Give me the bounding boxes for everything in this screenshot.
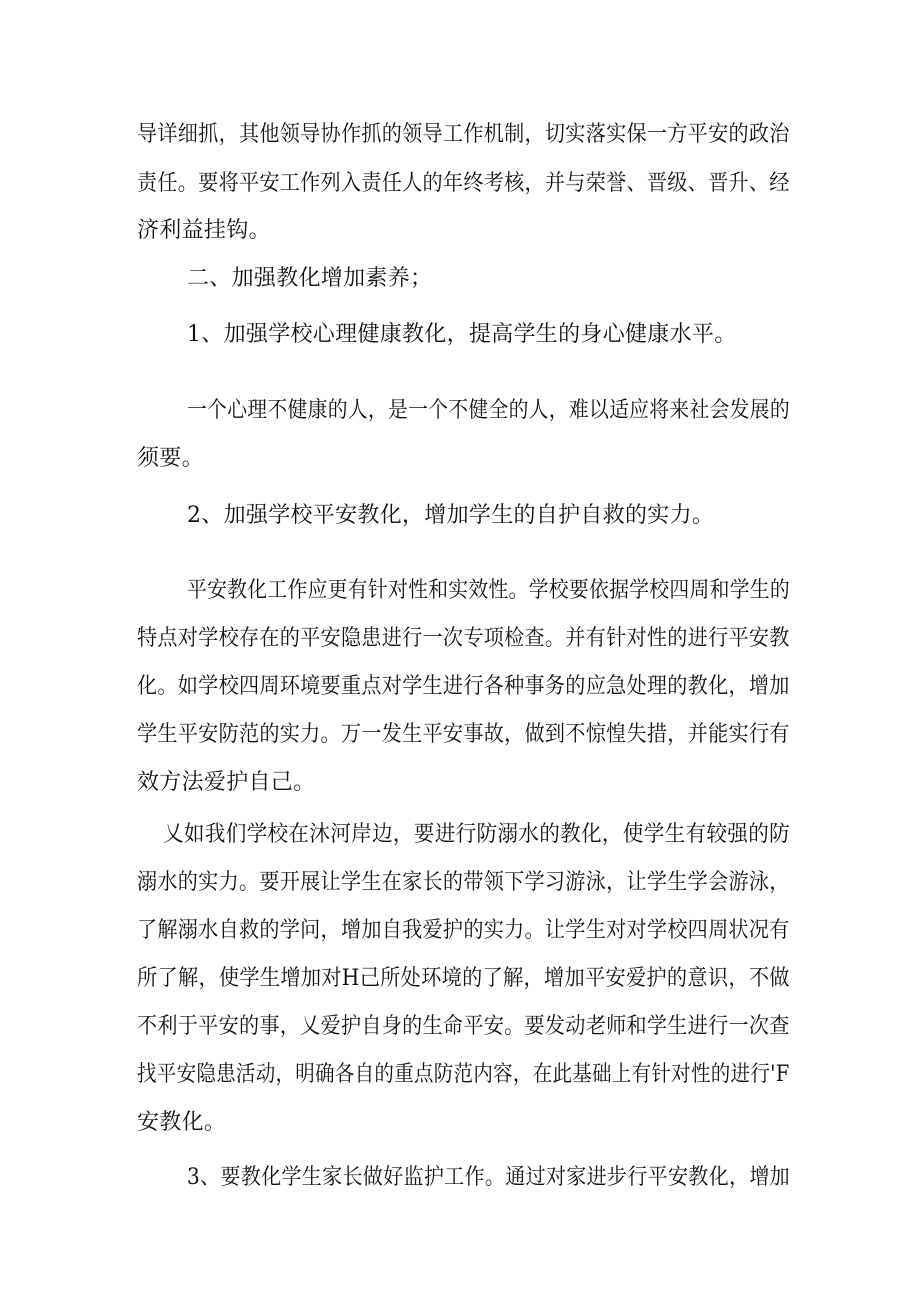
text-line: 安教化。 <box>137 1110 227 1135</box>
text-line: 乂如我们学校在沐河岸边，要进行防溺水的教化，使学生有较强的防 <box>163 822 791 847</box>
text-line: 济利益挂钩。 <box>137 218 271 243</box>
text-line: 效方法爱护自己。 <box>137 770 316 795</box>
text-line: 找平安隐患活动，明确各自的重点防范内容，在此基础上有针对性的进行'F <box>137 1062 790 1087</box>
text-line: 学生平安防范的实力。万一发生平安事故，做到不惊惶失措，并能实行有 <box>137 722 790 747</box>
text-line: 2、加强学校平安教化，增加学生的自护自救的实力。 <box>187 503 715 528</box>
text-line: 1、加强学校心理健康教化，提高学生的身心健康水平。 <box>187 322 737 347</box>
text-line: 导详细抓，其他领导协作抓的领导工作机制，切实落实保一方平安的政治 <box>137 122 790 147</box>
text-line: 化。如学校四周环境要重点对学生进行各种事务的应急处理的教化，增加 <box>137 674 790 699</box>
text-line: 了解溺水自救的学问，增加自我爱护的实力。让学生对对学校四周状况有 <box>137 918 790 943</box>
text-line: 一个心理不健康的人，是一个不健全的人，难以适应将来社会发展的 <box>187 398 790 423</box>
text-line: 责任。要将平安工作列入责任人的年终考核，并与荣誉、晋级、晋升、经 <box>137 171 790 196</box>
text-line: 3、要教化学生家长做好监护工作。通过对家进步行平安教化，增加 <box>187 1165 791 1190</box>
text-line: 溺水的实力。要开展让学生在家长的带领下学习游泳，让学生学会游泳， <box>137 870 790 895</box>
text-line: 须要。 <box>137 446 204 471</box>
text-line: 二、加强教化增加素养； <box>187 266 433 291</box>
text-line: 所了解，使学生增加对H己所处环境的了解，增加平安爱护的意识，不做 <box>137 966 790 991</box>
text-line: 平安教化工作应更有针对性和实效性。学校要依据学校四周和学生的 <box>187 578 790 603</box>
text-line: 不利于平安的事，乂爱护自身的生命平安。要发动老师和学生进行一次查 <box>137 1014 790 1039</box>
text-line: 特点对学校存在的平安隐患进行一次专项检查。并有针对性的进行平安教 <box>137 626 790 651</box>
